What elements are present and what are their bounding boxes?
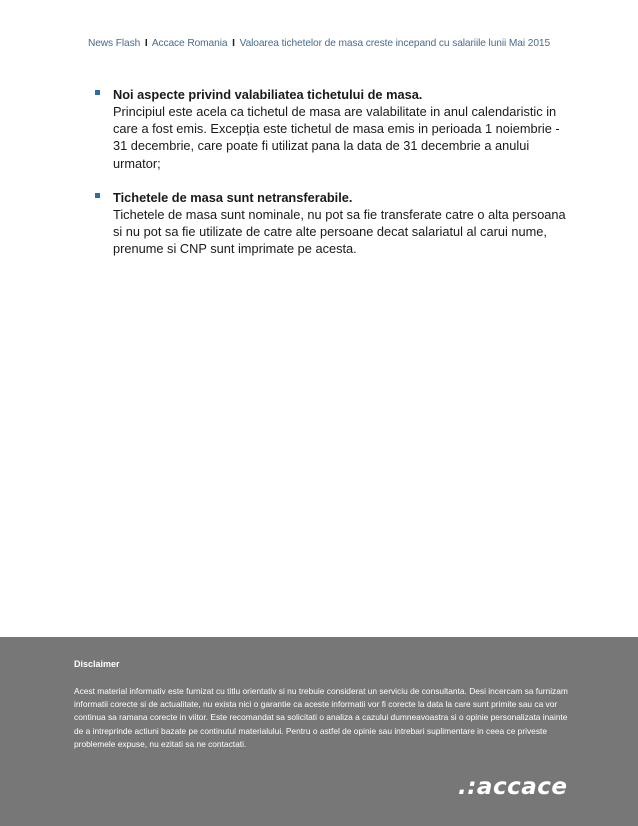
header-news-flash: News Flash: [87, 38, 141, 49]
bullet-text: Principiul este acela ca tichetul de masa are valabilitate in anul calendaristic in care a fost emis. Excepția este tichetul de masa emis in perioada 1 noiembrie - 31 decembrie, care poate fi utilizat pana la data de 31 decembrie a anului urmator;: [113, 104, 560, 171]
square-bullet-icon: [95, 193, 100, 198]
disclaimer-title: Disclaimer: [74, 659, 120, 669]
bullet-list: [95, 86, 575, 274]
header-separator: I: [232, 38, 235, 49]
accace-logo: .:accace: [458, 774, 568, 800]
disclaimer-footer: [0, 637, 638, 826]
running-header: [0, 38, 638, 49]
header-article-title: Valoarea tichetelor de masa creste incepand cu salariile lunii Mai 2015: [239, 38, 551, 49]
list-item: [95, 86, 575, 172]
bullet-title: Tichetele de masa sunt netransferabile.: [113, 189, 353, 205]
list-item: [95, 189, 575, 258]
bullet-text: Tichetele de masa sunt nominale, nu pot sa fie transferate catre o alta persoana si nu pot sa fie utilizate de catre alte persoane decat salariatul al carui nume, prenume si CNP sunt imprimate pe acesta.: [113, 206, 566, 257]
square-bullet-icon: [95, 90, 100, 95]
header-company: Accace Romania: [151, 38, 228, 49]
disclaimer-text: Acest material informativ este furnizat cu titlu orientativ si nu trebuie considerat un serviciu de consultanta. Desi incercam sa furnizam informatii corecte si de actualitate, nu exista nici o garantie ca aceste informatii vor fi corecte la data la care sunt primite sau ca vor continua sa ramana corecte in viitor. Este recomandat sa solicitati o analiza a cazului dumneavoastra si o opinie personalizata inainte de a intreprinde actiuni bazate pe continutul materialului. Pentru o astfel de opinie sau intrebari suplimentare in ceea ce priveste problemele expuse, nu ezitati sa ne contactati.: [74, 686, 568, 749]
header-separator: I: [144, 38, 148, 49]
bullet-title: Noi aspecte privind valabiliatea tichetului de masa.: [113, 87, 423, 102]
